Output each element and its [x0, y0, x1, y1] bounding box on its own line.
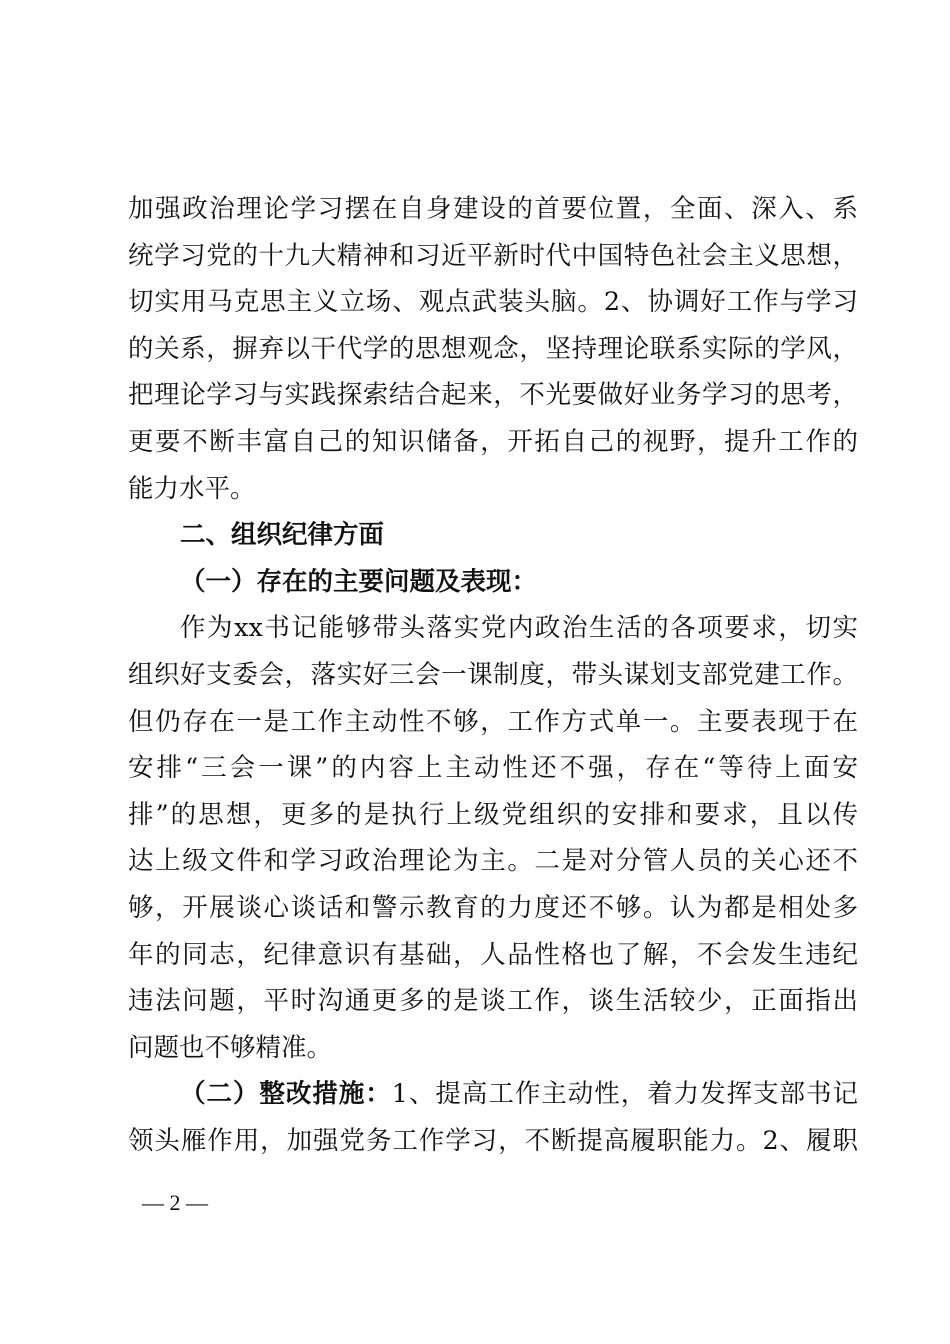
paragraph-line: 够，开展谈心谈话和警示教育的力度还不够。认为都是相处多	[128, 892, 858, 923]
paragraph-line: 排”的思想，更多的是执行上级党组织的安排和要求，且以传	[128, 799, 858, 830]
paragraph-line: 更要不断丰富自己的知识储备，开拓自己的视野，提升工作的	[128, 426, 858, 457]
paragraph-line: 达上级文件和学习政治理论为主。二是对分管人员的关心还不	[128, 846, 858, 877]
paragraph-line: 违法问题，平时沟通更多的是谈工作，谈生活较少，正面指出	[128, 986, 858, 1017]
paragraph-line: 年的同志，纪律意识有基础，人品性格也了解，不会发生违纪	[128, 939, 858, 970]
document-body	[128, 186, 858, 1164]
paragraph-line: 安排“三会一课”的内容上主动性还不强，存在“等待上面安	[128, 753, 858, 784]
measures-label: （二）整改措施：	[180, 1079, 392, 1110]
section-heading: 二、组织纪律方面	[180, 520, 385, 551]
paragraph-line: 加强政治理论学习摆在自身建设的首要位置，全面、深入、系	[128, 194, 858, 224]
paragraph-line: 切实用马克思主义立场、观点武装头脑。2、协调好工作与学习	[128, 287, 858, 318]
subsection-heading: （一）存在的主要问题及表现：	[180, 566, 538, 597]
paragraph-line: 问题也不够精准。	[128, 1032, 333, 1063]
paragraph-line: 能力水平。	[128, 473, 256, 504]
page-number: — 2 —	[142, 1190, 208, 1215]
paragraph-line: 但仍存在一是工作主动性不够，工作方式单一。主要表现于在	[128, 706, 858, 737]
paragraph-line: 把理论学习与实践探索结合起来，不光要做好业务学习的思考，	[128, 380, 858, 411]
paragraph-line: 统学习党的十九大精神和习近平新时代中国特色社会主义思想，	[128, 240, 858, 271]
paragraph-line: 组织好支委会，落实好三会一课制度，带头谋划支部党建工作。	[128, 659, 858, 690]
paragraph-line: 的关系，摒弃以干代学的思想观念，坚持理论联系实际的学风，	[128, 333, 858, 364]
paragraph-line: 作为xx书记能够带头落实党内政治生活的各项要求，切实	[180, 613, 858, 644]
measures-text: 1、提高工作主动性，着力发挥支部书记	[391, 1079, 858, 1110]
paragraph-line: 领头雁作用，加强党务工作学习，不断提高履职能力。2、履职	[128, 1125, 858, 1156]
measures-line	[128, 1071, 858, 1118]
